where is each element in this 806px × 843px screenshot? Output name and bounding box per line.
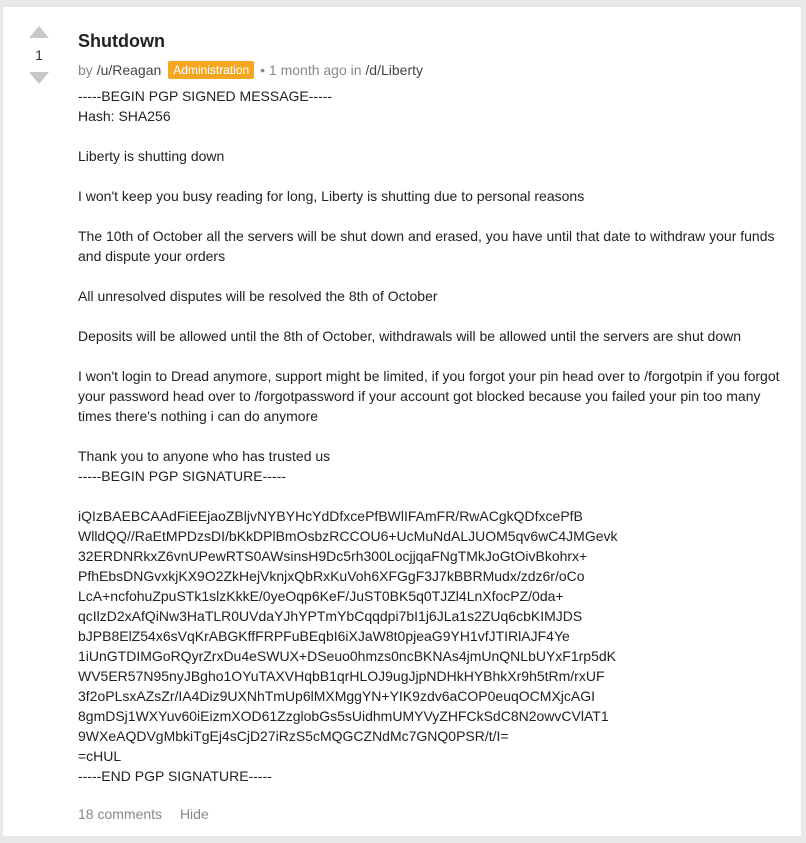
- post-body-line: [78, 126, 790, 146]
- meta-by-label: by: [78, 62, 93, 78]
- vote-column: [28, 25, 50, 85]
- post-title[interactable]: Shutdown: [78, 31, 165, 51]
- post-body-line: [78, 266, 790, 286]
- post-body-line: The 10th of October all the servers will be shut down and erased, you have until that date to withdraw your funds and dispute your orders: [78, 228, 779, 264]
- post-body-line: Liberty is shutting down: [78, 148, 225, 164]
- vote-score: 1: [35, 47, 43, 63]
- post-body-line: [78, 306, 790, 326]
- post-body-line: [78, 206, 790, 226]
- author-link[interactable]: /u/Reagan: [96, 62, 162, 78]
- post-content: [78, 30, 790, 786]
- downvote-arrow-icon[interactable]: [28, 71, 50, 85]
- post-body-line: [78, 166, 790, 186]
- post-body-line: I won't login to Dread anymore, support might be limited, if you forgot your pin head over to /forgotpin if you forgot your password head over to /forgotpassword if your account got blocked because you failed your pin too many times there's nothing i can do anymore: [78, 368, 784, 424]
- comments-link[interactable]: 18 comments: [78, 806, 163, 822]
- post-body-line: qcIlzD2xAfQiNw3HaTLR0UVdaYJhYPTmYbCqqdpi7bI1j6JLa1s2ZUq6cbKIMJDS: [78, 608, 583, 624]
- post-body-line: WlldQQ//RaEtMPDzsDI/bKkDPlBmOsbzRCCOU6+UcMuNdALJUOM5qv6wC4JMGevk: [78, 528, 618, 544]
- post-body-line: PfhEbsDNGvxkjKX9O2ZkHejVknjxQbRxKuVoh6XFGgF3J7kBBRMudx/zdz6r/oCo: [78, 568, 585, 584]
- hide-link[interactable]: Hide: [179, 806, 209, 822]
- post-body-line: Thank you to anyone who has trusted us: [78, 448, 331, 464]
- post-body-line: iQIzBAEBCAAdFiEEjaoZBljvNYBYHcYdDfxcePfBWlIFAmFR/RwACgkQDfxcePfB: [78, 508, 583, 524]
- post-body-line: [78, 346, 790, 366]
- post-card: [3, 7, 801, 836]
- post-body-line: -----BEGIN PGP SIGNED MESSAGE-----: [78, 88, 333, 104]
- post-body-line: -----BEGIN PGP SIGNATURE-----: [78, 468, 286, 484]
- post-body-line: WV5ER57N95nyJBgho1OYuTAXVHqbB1qrHLOJ9ugJjpNDHkHYBhkXr9h5tRm/rxUF: [78, 668, 605, 684]
- post-time: 1 month ago in: [268, 62, 362, 78]
- post-body-line: Deposits will be allowed until the 8th of October, withdrawals will be allowed until the servers are shut down: [78, 328, 742, 344]
- post-body-line: LcA+ncfohuZpuSTk1slzKkkE/0yeOqp6KeF/JuST0BK5q0TJZl4LnXfocPZ/0da+: [78, 588, 564, 604]
- post-body-line: [78, 426, 790, 446]
- post-body-line: -----END PGP SIGNATURE-----: [78, 768, 272, 784]
- post-body: [78, 86, 790, 786]
- upvote-arrow-icon[interactable]: [28, 25, 50, 39]
- post-footer: [78, 804, 223, 824]
- community-link[interactable]: /d/Liberty: [365, 62, 424, 78]
- post-meta: [78, 60, 790, 80]
- post-body-line: 8gmDSj1WXYuv60iEizmXOD61ZzglobGs5sUidhmUMYVyZHFCkSdC8N2owvCVlAT1: [78, 708, 609, 724]
- post-body-line: 32ERDNRkxZ6vnUPewRTS0AWsinsH9Dc5rh300LocjjqaFNgTMkJoGtOivBkohrx+: [78, 548, 588, 564]
- post-body-line: All unresolved disputes will be resolved the 8th of October: [78, 288, 438, 304]
- post-body-line: [78, 486, 790, 506]
- post-body-line: Hash: SHA256: [78, 108, 171, 124]
- post-body-line: bJPB8ElZ54x6sVqKrABGKffFRPFuBEqbI6iXJaW8t0pjeaG9YH1vfJTIRlAJF4Ye: [78, 628, 570, 644]
- post-body-line: 9WXeAQDVgMbkiTgEj4sCjD27iRzS5cMQGCZNdMc7GNQ0PSR/t/I=: [78, 728, 509, 744]
- meta-separator: •: [260, 62, 266, 78]
- post-body-line: 1iUnGTDIMGoRQyrZrxDu4eSWUX+DSeuo0hmzs0ncBKNAs4jmUnQNLbUYxF1rp5dK: [78, 648, 617, 664]
- post-body-line: =cHUL: [78, 748, 122, 764]
- post-body-line: 3f2oPLsxAZsZr/IA4Diz9UXNhTmUp6lMXMggYN+YIK9zdv6aCOP0euqOCMXjcAGI: [78, 688, 596, 704]
- role-badge: Administration: [168, 61, 254, 79]
- post-body-line: I won't keep you busy reading for long, Liberty is shutting due to personal reasons: [78, 188, 585, 204]
